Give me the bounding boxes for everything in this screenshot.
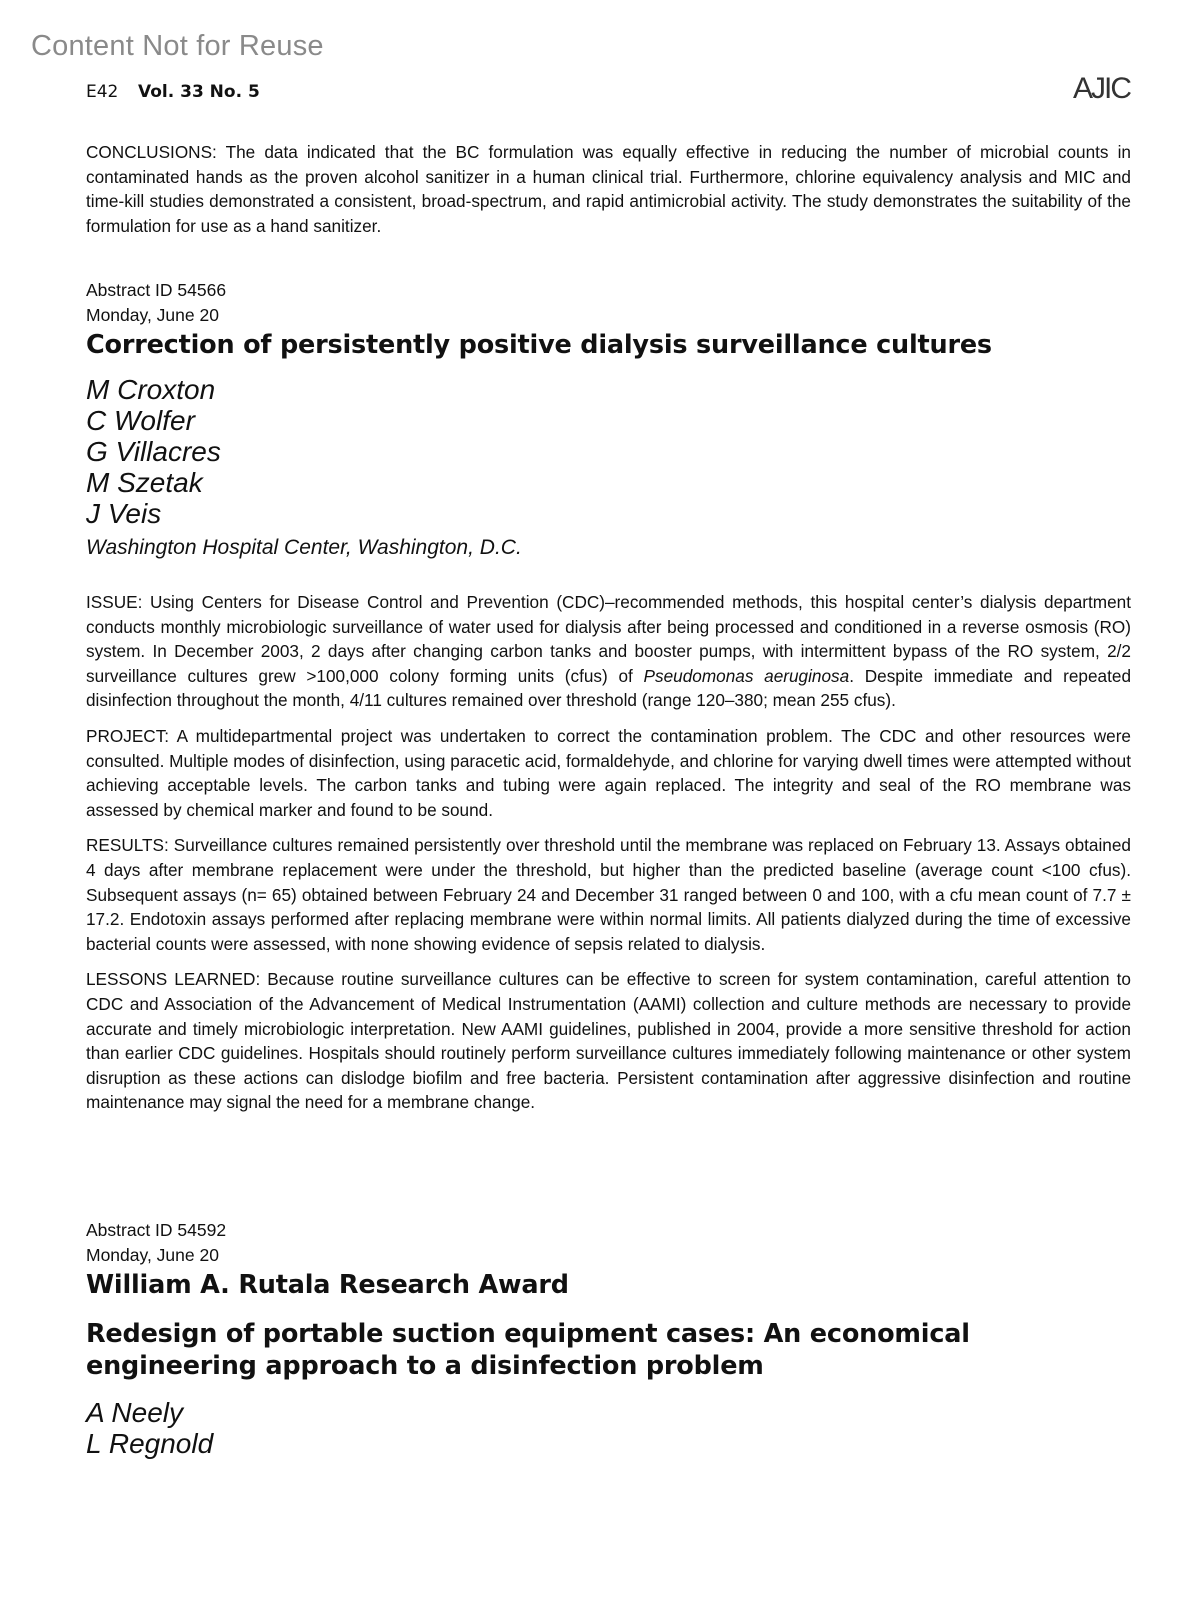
abstract-id: Abstract ID 54566 bbox=[86, 280, 227, 300]
abstract-title: Redesign of portable suction equipment cases: An economical engineering approach to a disinfection problem bbox=[86, 1319, 970, 1381]
abstract-date: Monday, June 20 bbox=[86, 304, 219, 325]
author: A Neely bbox=[86, 1397, 184, 1428]
watermark: Content Not for Reuse bbox=[31, 30, 324, 62]
author: G Villacres bbox=[86, 436, 221, 467]
issue-text: ISSUE: Using Centers for Disease Control and Prevention (CDC)–recommended methods, this hospital center’s dialysis department conducts monthly microbiologic surveillance of water used for dialysis after being processed and conditioned in a reverse osmosis (RO) system. In December 2003, 2 days after changing carbon tanks and booster pumps, with intermittent bypass of the RO system, 2/2 surveillance cultures grew >100,000 colony forming units (cfus) of bbox=[86, 592, 1131, 686]
project-paragraph: PROJECT: A multidepartmental project was undertaken to correct the contamination problem. The CDC and other resources were consulted. Multiple modes of disinfection, using paracetic acid, formaldehyde, and chlorine for varying dwell times were attempted without achieving acceptable levels. The carbon tanks and tubing were again replaced. The integrity and seal of the RO membrane was assessed by chemical marker and found to be sound. bbox=[86, 725, 1131, 820]
author-list bbox=[86, 374, 522, 563]
affiliation: Washington Hospital Center, Washington, D.C. bbox=[86, 536, 522, 559]
results-paragraph: RESULTS: Surveillance cultures remained persistently over threshold until the membrane was replaced on February 13. Assays obtained 4 days after membrane replacement were under the threshold, but higher than the predicted baseline (average count <100 cfus). Subsequent assays (n= 65) obtained between February 24 and December 31 ranged between 0 and 100, with a cfu mean count of 7.7 ± 17.2. Endotoxin assays performed after replacing membrane were within normal limits. All patients dialyzed during the time of excessive bacterial counts were assessed, with none showing evidence of sepsis related to dialysis. bbox=[86, 835, 1131, 954]
abstract-1-body bbox=[86, 590, 1131, 1126]
volume-issue: Vol. 33 No. 5 bbox=[138, 82, 260, 102]
page-header bbox=[86, 72, 1130, 120]
abstract-title: Correction of persistently positive dialysis surveillance cultures bbox=[86, 330, 992, 360]
author: J Veis bbox=[86, 498, 162, 529]
abstract-id: Abstract ID 54592 bbox=[86, 1220, 227, 1240]
previous-abstract-conclusions: CONCLUSIONS: The data indicated that the BC formulation was equally effective in reducing the number of microbial counts in contaminated hands as the proven alcohol sanitizer in a human clinical trial. Furthermore, chlorine equivalency analysis and MIC and time-kill studies demonstrated a consistent, broad-spectrum, and rapid antimicrobial activity. The study demonstrates the suitability of the formulation for use as a hand sanitizer. bbox=[86, 142, 1131, 236]
author-list bbox=[86, 1397, 213, 1459]
abstract-1-meta bbox=[86, 278, 226, 327]
author: C Wolfer bbox=[86, 405, 195, 436]
author: M Szetak bbox=[86, 467, 203, 498]
lessons-paragraph: LESSONS LEARNED: Because routine surveillance cultures can be effective to screen for system contamination, careful attention to CDC and Association of the Advancement of Medical Instrumentation (AAMI) collection and culture methods are necessary to provide accurate and timely microbiologic interpretation. New AAMI guidelines, published in 2004, provide a more sensitive threshold for action than earlier CDC guidelines. Hospitals should routinely perform surveillance cultures immediately following maintenance or other system disruption as these actions can dislodge biofilm and free bacteria. Persistent contamination after aggressive disinfection and routine maintenance may signal the need for a membrane change. bbox=[86, 969, 1131, 1113]
issue-paragraph bbox=[86, 590, 1131, 713]
abstract-2-meta bbox=[86, 1218, 226, 1267]
award-title: William A. Rutala Research Award bbox=[86, 1270, 569, 1300]
author: L Regnold bbox=[86, 1428, 214, 1459]
page-number: E42 bbox=[86, 82, 119, 102]
author: M Croxton bbox=[86, 374, 216, 405]
issue-text-end: . Despite immediate and repeated disinfection throughout the month, 4/11 cultures remained over threshold (range 120–380; mean 255 cfus). bbox=[86, 665, 1132, 711]
journal-logo: AJIC bbox=[1072, 72, 1130, 105]
abstract-date: Monday, June 20 bbox=[86, 1244, 219, 1265]
organism-name: Pseudomonas aeruginosa bbox=[643, 665, 850, 686]
